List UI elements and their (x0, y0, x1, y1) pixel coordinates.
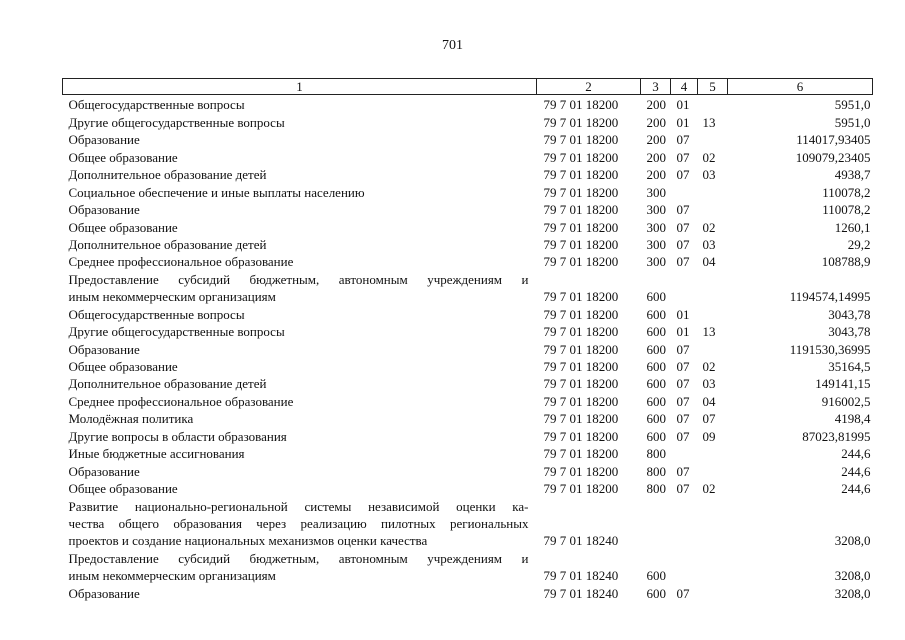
table-header (63, 79, 873, 95)
row-pr-cell (698, 461, 728, 478)
row-pr-cell: 03 (702, 236, 716, 252)
row-rz-cell: 07 (676, 254, 690, 270)
row-rz-cell: 07 (676, 202, 690, 218)
row-rz-cell (671, 496, 698, 513)
row-code-cell: 79 7 01 18200 (543, 428, 619, 444)
row-vr-cell: 800 (646, 446, 666, 462)
row-name-text: Общее образование (68, 359, 178, 374)
row-code-cell: 79 7 01 18200 (543, 446, 619, 462)
row-rz-cell: 01 (676, 97, 690, 113)
table-row (63, 374, 873, 391)
row-sum-cell: 1191530,36995 (789, 341, 871, 357)
row-rz-cell: 07 (676, 219, 690, 235)
table-row (63, 583, 873, 600)
row-pr-cell: 03 (702, 167, 716, 183)
table-row (63, 165, 873, 182)
row-name-text: проектов и создание национальных механизмов оценки качества (68, 533, 428, 549)
row-sum-cell (728, 269, 873, 286)
table-row (63, 461, 873, 478)
row-vr-cell (641, 514, 671, 531)
row-rz-cell (671, 566, 698, 583)
row-name-text: иным некоммерческим организациям (68, 568, 276, 584)
row-pr-cell: 02 (702, 149, 716, 165)
row-sum-cell: 4938,7 (834, 167, 871, 183)
row-sum-cell: 149141,15 (815, 376, 871, 392)
row-vr-cell: 600 (646, 359, 666, 374)
row-pr-cell: 09 (702, 428, 716, 444)
row-name-text: Общегосударственные вопросы (68, 306, 245, 322)
header-col-6: 6 (728, 79, 873, 95)
table-row (63, 182, 873, 199)
row-pr-cell (698, 304, 728, 321)
row-code-cell: 79 7 01 18200 (543, 463, 619, 479)
row-code-cell: 79 7 01 18200 (543, 236, 619, 252)
row-pr-cell (698, 287, 728, 304)
row-rz-cell: 07 (676, 167, 690, 183)
row-pr-cell (698, 514, 728, 531)
row-pr-cell: 02 (702, 219, 716, 235)
row-name-text: Общее образование (68, 481, 178, 497)
row-pr-cell (698, 583, 728, 600)
table-row (63, 531, 873, 548)
row-code-cell: 79 7 01 18200 (543, 393, 619, 409)
row-rz-cell: 07 (676, 341, 690, 357)
table-row (63, 252, 873, 269)
row-rz-cell: 07 (676, 411, 690, 427)
row-pr-cell (698, 182, 728, 199)
row-code-cell: 79 7 01 18240 (543, 568, 619, 584)
row-name-cell (63, 235, 537, 252)
row-pr-cell (698, 496, 728, 513)
table-row (63, 426, 873, 443)
row-code-cell: 79 7 01 18200 (543, 97, 619, 113)
row-name-cell (63, 409, 537, 426)
table-row (63, 95, 873, 113)
row-sum-cell: 244,6 (841, 481, 871, 497)
row-name-text: Предоставление субсидий бюджетным, автономным учреждениям и (68, 550, 529, 566)
row-name-text: Общегосударственные вопросы (68, 97, 245, 113)
row-name-text: Образование (68, 463, 140, 479)
row-name-cell (63, 426, 537, 443)
row-code-cell: 79 7 01 18200 (543, 376, 619, 392)
table-row (63, 566, 873, 583)
row-vr-cell: 600 (646, 324, 666, 340)
row-vr-cell: 600 (646, 376, 666, 392)
table-row (63, 496, 873, 513)
row-sum-cell: 3208,0 (834, 585, 871, 601)
row-rz-cell (671, 548, 698, 565)
row-code-cell (537, 514, 641, 531)
row-name-text: иным некоммерческим организациям (68, 289, 276, 305)
table-row (63, 548, 873, 565)
row-name-text: Образование (68, 585, 140, 601)
row-name-text: Другие вопросы в области образования (68, 428, 287, 444)
row-sum-cell: 5951,0 (834, 97, 871, 113)
row-rz-cell (671, 269, 698, 286)
row-name-cell (63, 461, 537, 478)
budget-table (62, 78, 873, 601)
row-name-cell (63, 322, 537, 339)
row-vr-cell: 600 (646, 568, 666, 584)
row-code-cell: 79 7 01 18200 (543, 481, 619, 497)
header-col-1: 1 (63, 79, 537, 95)
row-name-cell (63, 531, 537, 548)
row-pr-cell: 04 (702, 393, 716, 409)
row-name-cell (63, 95, 537, 113)
row-code-cell: 79 7 01 18200 (543, 167, 619, 183)
row-code-cell: 79 7 01 18200 (543, 411, 619, 427)
row-pr-cell: 04 (702, 254, 716, 270)
row-sum-cell: 916002,5 (821, 393, 871, 409)
row-sum-cell: 5951,0 (834, 114, 871, 130)
row-vr-cell: 200 (646, 149, 666, 165)
row-rz-cell (671, 287, 698, 304)
row-pr-cell (698, 444, 728, 461)
row-vr-cell: 800 (646, 463, 666, 479)
table-row (63, 287, 873, 304)
row-code-cell: 79 7 01 18200 (543, 359, 619, 374)
page-number: 701 (442, 38, 463, 53)
row-pr-cell (698, 548, 728, 565)
row-vr-cell (641, 269, 671, 286)
row-vr-cell: 200 (646, 114, 666, 130)
row-vr-cell: 200 (646, 167, 666, 183)
row-name-text: Общее образование (68, 149, 178, 165)
row-name-cell (63, 112, 537, 129)
row-code-cell: 79 7 01 18240 (543, 533, 619, 549)
row-name-cell (63, 496, 537, 513)
row-sum-cell: 109079,23405 (795, 149, 871, 165)
row-name-cell (63, 514, 537, 531)
row-name-text: Дополнительное образование детей (68, 376, 267, 392)
row-name-cell (63, 200, 537, 217)
row-name-cell (63, 374, 537, 391)
row-name-text: Социальное обеспечение и иные выплаты населению (68, 184, 365, 200)
row-pr-cell: 02 (702, 359, 716, 374)
table-row (63, 269, 873, 286)
row-vr-cell: 300 (646, 202, 666, 218)
row-pr-cell: 07 (702, 411, 716, 427)
table-row (63, 112, 873, 129)
row-vr-cell: 800 (646, 481, 666, 497)
row-name-text: Другие общегосударственные вопросы (68, 114, 285, 130)
table-row (63, 200, 873, 217)
row-sum-cell: 114017,93405 (796, 132, 871, 148)
row-name-cell (63, 304, 537, 321)
row-name-cell (63, 269, 537, 286)
row-rz-cell: 07 (676, 359, 690, 374)
table-body (63, 95, 873, 601)
row-sum-cell: 3043,78 (828, 324, 871, 340)
row-name-text: Молодёжная политика (68, 411, 194, 427)
row-code-cell: 79 7 01 18200 (543, 324, 619, 340)
row-name-cell (63, 287, 537, 304)
table-row (63, 391, 873, 408)
row-vr-cell (641, 531, 671, 548)
row-code-cell: 79 7 01 18200 (543, 202, 619, 218)
row-name-cell (63, 252, 537, 269)
row-vr-cell (641, 548, 671, 565)
row-name-text: Среднее профессиональное образование (68, 393, 294, 409)
header-col-2: 2 (537, 79, 641, 95)
row-rz-cell: 07 (676, 481, 690, 497)
row-name-cell (63, 165, 537, 182)
row-rz-cell: 07 (676, 149, 690, 165)
row-code-cell: 79 7 01 18200 (543, 341, 619, 357)
row-rz-cell: 01 (676, 114, 690, 130)
row-name-text: Образование (68, 202, 140, 218)
row-name-cell (63, 444, 537, 461)
row-vr-cell: 200 (646, 132, 666, 148)
row-code-cell (537, 496, 641, 513)
row-code-cell: 79 7 01 18200 (543, 289, 619, 305)
row-rz-cell: 07 (676, 132, 690, 148)
row-name-text: Развитие национально-региональной системы независимой оценки ка- (68, 498, 529, 514)
row-sum-cell: 110078,2 (822, 202, 871, 218)
row-name-text: Образование (68, 341, 140, 357)
header-col-3: 3 (641, 79, 671, 95)
table-row (63, 357, 873, 374)
row-pr-cell: 02 (702, 481, 716, 497)
row-rz-cell: 07 (676, 393, 690, 409)
row-pr-cell (698, 339, 728, 356)
row-pr-cell (698, 531, 728, 548)
row-name-cell (63, 182, 537, 199)
row-sum-cell: 244,6 (841, 446, 871, 462)
row-rz-cell (671, 182, 698, 199)
row-sum-cell (728, 496, 873, 513)
row-sum-cell: 35164,5 (828, 359, 871, 374)
row-pr-cell (698, 269, 728, 286)
row-vr-cell: 600 (646, 306, 666, 322)
row-sum-cell: 3043,78 (828, 306, 871, 322)
row-sum-cell: 3208,0 (834, 533, 871, 549)
row-code-cell: 79 7 01 18200 (543, 132, 619, 148)
row-pr-cell (698, 566, 728, 583)
row-code-cell: 79 7 01 18200 (543, 306, 619, 322)
row-vr-cell: 300 (646, 236, 666, 252)
row-code-cell (537, 548, 641, 565)
table-row (63, 479, 873, 496)
table-row (63, 217, 873, 234)
table-row (63, 514, 873, 531)
header-row (63, 79, 873, 95)
row-sum-cell: 1194574,14995 (789, 289, 871, 305)
row-name-cell (63, 130, 537, 147)
row-pr-cell: 03 (702, 376, 716, 392)
row-rz-cell (671, 514, 698, 531)
row-name-cell (63, 583, 537, 600)
row-code-cell: 79 7 01 18200 (543, 254, 619, 270)
row-pr-cell (698, 200, 728, 217)
row-name-text: Дополнительное образование детей (68, 167, 267, 183)
row-vr-cell: 200 (646, 97, 666, 113)
row-rz-cell: 01 (676, 324, 690, 340)
row-rz-cell (671, 531, 698, 548)
row-name-text: Другие общегосударственные вопросы (68, 324, 285, 340)
row-rz-cell: 01 (676, 306, 690, 322)
table-row (63, 444, 873, 461)
row-code-cell (537, 269, 641, 286)
row-vr-cell (641, 496, 671, 513)
row-name-text: чества общего образования через реализацию пилотных региональных (68, 515, 529, 531)
row-name-cell (63, 147, 537, 164)
row-rz-cell: 07 (676, 376, 690, 392)
table-row (63, 322, 873, 339)
row-name-cell (63, 217, 537, 234)
row-vr-cell: 600 (646, 428, 666, 444)
row-vr-cell: 600 (646, 289, 666, 305)
row-name-cell (63, 391, 537, 408)
row-sum-cell: 1260,1 (834, 219, 871, 235)
row-name-text: Образование (68, 132, 140, 148)
table-row (63, 304, 873, 321)
row-vr-cell: 600 (646, 411, 666, 427)
row-pr-cell (698, 130, 728, 147)
row-pr-cell (698, 95, 728, 113)
header-col-5: 5 (698, 79, 728, 95)
row-sum-cell: 87023,81995 (802, 428, 871, 444)
row-sum-cell: 3208,0 (834, 568, 871, 584)
row-code-cell: 79 7 01 18200 (543, 184, 619, 200)
row-vr-cell: 300 (646, 254, 666, 270)
row-name-cell (63, 479, 537, 496)
table-row (63, 339, 873, 356)
row-vr-cell: 600 (646, 393, 666, 409)
row-sum-cell: 244,6 (841, 463, 871, 479)
row-rz-cell (671, 444, 698, 461)
row-rz-cell: 07 (676, 585, 690, 601)
row-name-cell (63, 357, 537, 374)
row-name-text: Иные бюджетные ассигнования (68, 446, 245, 462)
row-sum-cell: 29,2 (847, 236, 871, 252)
row-code-cell: 79 7 01 18200 (543, 114, 619, 130)
table-row (63, 235, 873, 252)
row-name-text: Дополнительное образование детей (68, 236, 267, 252)
row-code-cell: 79 7 01 18200 (543, 149, 619, 165)
row-name-cell (63, 339, 537, 356)
row-name-cell (63, 566, 537, 583)
header-col-4: 4 (671, 79, 698, 95)
table-row (63, 130, 873, 147)
table-row (63, 409, 873, 426)
row-name-text: Среднее профессиональное образование (68, 254, 294, 270)
row-sum-cell (728, 514, 873, 531)
row-sum-cell: 108788,9 (821, 254, 871, 270)
row-rz-cell: 07 (676, 463, 690, 479)
row-rz-cell: 07 (676, 236, 690, 252)
row-vr-cell: 600 (646, 341, 666, 357)
row-rz-cell: 07 (676, 428, 690, 444)
row-vr-cell: 300 (646, 219, 666, 235)
table-row (63, 147, 873, 164)
row-pr-cell: 13 (702, 114, 716, 130)
row-name-text: Предоставление субсидий бюджетным, автономным учреждениям и (68, 271, 529, 287)
row-vr-cell: 600 (646, 585, 666, 601)
row-sum-cell (728, 548, 873, 565)
row-name-text: Общее образование (68, 219, 178, 235)
row-pr-cell: 13 (702, 324, 716, 340)
row-code-cell: 79 7 01 18240 (543, 585, 619, 601)
row-code-cell: 79 7 01 18200 (543, 219, 619, 235)
row-vr-cell: 300 (646, 184, 666, 200)
row-sum-cell: 110078,2 (822, 184, 871, 200)
row-name-cell (63, 548, 537, 565)
row-sum-cell: 4198,4 (834, 411, 871, 427)
